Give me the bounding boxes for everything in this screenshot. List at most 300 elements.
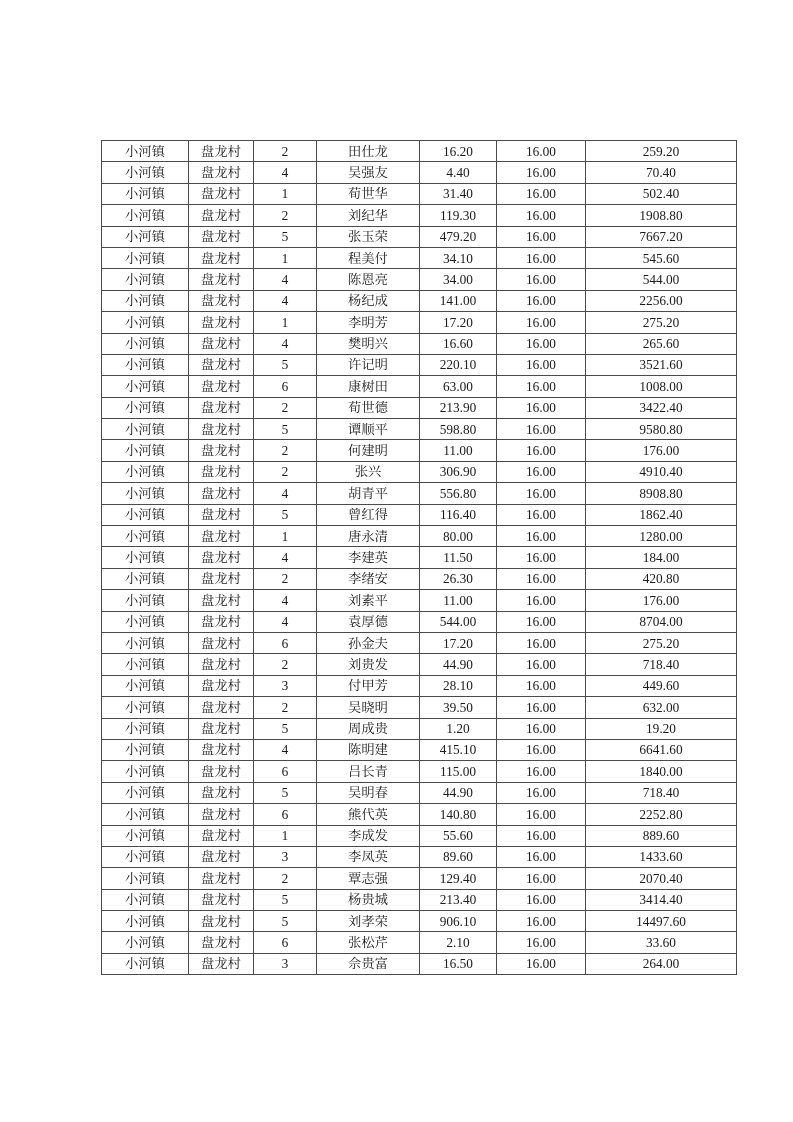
cell-unit-rate: 16.00 [497, 354, 586, 375]
cell-household-count: 6 [254, 632, 317, 653]
cell-town: 小河镇 [102, 953, 189, 974]
cell-town: 小河镇 [102, 804, 189, 825]
cell-unit-rate: 16.00 [497, 675, 586, 696]
cell-household-count: 2 [254, 440, 317, 461]
cell-town: 小河镇 [102, 269, 189, 290]
cell-unit-rate: 16.00 [497, 804, 586, 825]
cell-household-count: 4 [254, 590, 317, 611]
cell-person-name: 孙金夫 [317, 632, 420, 653]
cell-total: 632.00 [586, 697, 737, 718]
cell-person-name: 张玉荣 [317, 226, 420, 247]
cell-unit-rate: 16.00 [497, 333, 586, 354]
cell-town: 小河镇 [102, 376, 189, 397]
cell-village: 盘龙村 [189, 846, 254, 867]
cell-total: 259.20 [586, 141, 737, 162]
cell-person-name: 刘素平 [317, 590, 420, 611]
cell-unit-rate: 16.00 [497, 312, 586, 333]
cell-total: 3414.40 [586, 889, 737, 910]
cell-household-count: 1 [254, 247, 317, 268]
cell-town: 小河镇 [102, 932, 189, 953]
cell-village: 盘龙村 [189, 354, 254, 375]
cell-village: 盘龙村 [189, 782, 254, 803]
cell-person-name: 唐永清 [317, 526, 420, 547]
table-row [102, 461, 737, 482]
cell-total: 718.40 [586, 654, 737, 675]
table-row [102, 911, 737, 932]
cell-town: 小河镇 [102, 205, 189, 226]
cell-town: 小河镇 [102, 504, 189, 525]
table-row [102, 205, 737, 226]
cell-total: 3521.60 [586, 354, 737, 375]
cell-total: 264.00 [586, 953, 737, 974]
cell-person-name: 吴明春 [317, 782, 420, 803]
cell-total: 8908.80 [586, 483, 737, 504]
table-row [102, 590, 737, 611]
table-row [102, 376, 737, 397]
cell-town: 小河镇 [102, 183, 189, 204]
cell-person-name: 李绪安 [317, 568, 420, 589]
cell-village: 盘龙村 [189, 804, 254, 825]
cell-village: 盘龙村 [189, 953, 254, 974]
cell-unit-rate: 16.00 [497, 504, 586, 525]
cell-amount: 4.40 [420, 162, 497, 183]
cell-unit-rate: 16.00 [497, 205, 586, 226]
cell-village: 盘龙村 [189, 312, 254, 333]
cell-amount: 31.40 [420, 183, 497, 204]
cell-household-count: 4 [254, 269, 317, 290]
cell-person-name: 杨纪成 [317, 290, 420, 311]
cell-household-count: 4 [254, 739, 317, 760]
cell-total: 9580.80 [586, 419, 737, 440]
cell-household-count: 5 [254, 889, 317, 910]
cell-town: 小河镇 [102, 312, 189, 333]
cell-household-count: 2 [254, 141, 317, 162]
cell-amount: 220.10 [420, 354, 497, 375]
cell-village: 盘龙村 [189, 419, 254, 440]
cell-total: 2252.80 [586, 804, 737, 825]
cell-person-name: 覃志强 [317, 868, 420, 889]
table-row [102, 183, 737, 204]
cell-household-count: 2 [254, 868, 317, 889]
cell-person-name: 吴晓明 [317, 697, 420, 718]
cell-person-name: 李凤英 [317, 846, 420, 867]
cell-amount: 44.90 [420, 782, 497, 803]
cell-household-count: 3 [254, 675, 317, 696]
cell-total: 718.40 [586, 782, 737, 803]
table-row [102, 675, 737, 696]
cell-household-count: 2 [254, 568, 317, 589]
table-row [102, 761, 737, 782]
cell-unit-rate: 16.00 [497, 419, 586, 440]
cell-total: 1008.00 [586, 376, 737, 397]
cell-person-name: 张松芹 [317, 932, 420, 953]
cell-village: 盘龙村 [189, 269, 254, 290]
table-row [102, 697, 737, 718]
cell-unit-rate: 16.00 [497, 162, 586, 183]
cell-total: 2070.40 [586, 868, 737, 889]
cell-town: 小河镇 [102, 611, 189, 632]
cell-total: 3422.40 [586, 397, 737, 418]
cell-household-count: 6 [254, 932, 317, 953]
cell-town: 小河镇 [102, 397, 189, 418]
cell-total: 1840.00 [586, 761, 737, 782]
cell-amount: 80.00 [420, 526, 497, 547]
cell-town: 小河镇 [102, 483, 189, 504]
cell-household-count: 6 [254, 376, 317, 397]
cell-town: 小河镇 [102, 419, 189, 440]
cell-total: 176.00 [586, 590, 737, 611]
cell-village: 盘龙村 [189, 568, 254, 589]
cell-total: 545.60 [586, 247, 737, 268]
cell-unit-rate: 16.00 [497, 483, 586, 504]
cell-amount: 598.80 [420, 419, 497, 440]
cell-person-name: 吕长青 [317, 761, 420, 782]
cell-town: 小河镇 [102, 675, 189, 696]
cell-town: 小河镇 [102, 461, 189, 482]
cell-person-name: 谭顺平 [317, 419, 420, 440]
table-row [102, 162, 737, 183]
cell-unit-rate: 16.00 [497, 782, 586, 803]
table-row [102, 718, 737, 739]
cell-unit-rate: 16.00 [497, 568, 586, 589]
cell-town: 小河镇 [102, 739, 189, 760]
cell-unit-rate: 16.00 [497, 718, 586, 739]
cell-town: 小河镇 [102, 141, 189, 162]
cell-unit-rate: 16.00 [497, 654, 586, 675]
cell-household-count: 2 [254, 397, 317, 418]
cell-household-count: 4 [254, 162, 317, 183]
cell-household-count: 5 [254, 504, 317, 525]
cell-town: 小河镇 [102, 440, 189, 461]
cell-village: 盘龙村 [189, 911, 254, 932]
cell-person-name: 荀世德 [317, 397, 420, 418]
cell-village: 盘龙村 [189, 825, 254, 846]
cell-unit-rate: 16.00 [497, 397, 586, 418]
cell-amount: 2.10 [420, 932, 497, 953]
cell-town: 小河镇 [102, 782, 189, 803]
cell-village: 盘龙村 [189, 611, 254, 632]
cell-household-count: 4 [254, 333, 317, 354]
table-row [102, 868, 737, 889]
cell-person-name: 程美付 [317, 247, 420, 268]
cell-total: 70.40 [586, 162, 737, 183]
cell-person-name: 李明芳 [317, 312, 420, 333]
cell-total: 8704.00 [586, 611, 737, 632]
table-row [102, 333, 737, 354]
cell-village: 盘龙村 [189, 526, 254, 547]
cell-amount: 415.10 [420, 739, 497, 760]
cell-town: 小河镇 [102, 868, 189, 889]
cell-unit-rate: 16.00 [497, 868, 586, 889]
cell-amount: 26.30 [420, 568, 497, 589]
cell-village: 盘龙村 [189, 247, 254, 268]
table-row [102, 504, 737, 525]
cell-total: 275.20 [586, 312, 737, 333]
cell-amount: 44.90 [420, 654, 497, 675]
table-row [102, 782, 737, 803]
cell-town: 小河镇 [102, 697, 189, 718]
cell-amount: 17.20 [420, 312, 497, 333]
cell-town: 小河镇 [102, 846, 189, 867]
cell-person-name: 刘纪华 [317, 205, 420, 226]
table-row [102, 825, 737, 846]
cell-amount: 119.30 [420, 205, 497, 226]
table-row [102, 568, 737, 589]
cell-person-name: 李建英 [317, 547, 420, 568]
cell-amount: 16.50 [420, 953, 497, 974]
cell-unit-rate: 16.00 [497, 226, 586, 247]
cell-total: 33.60 [586, 932, 737, 953]
cell-total: 7667.20 [586, 226, 737, 247]
table-row [102, 846, 737, 867]
cell-person-name: 田仕龙 [317, 141, 420, 162]
cell-town: 小河镇 [102, 718, 189, 739]
cell-amount: 213.90 [420, 397, 497, 418]
cell-unit-rate: 16.00 [497, 290, 586, 311]
cell-town: 小河镇 [102, 825, 189, 846]
cell-person-name: 陈恩亮 [317, 269, 420, 290]
cell-unit-rate: 16.00 [497, 376, 586, 397]
cell-person-name: 陈明建 [317, 739, 420, 760]
cell-total: 2256.00 [586, 290, 737, 311]
cell-total: 1908.80 [586, 205, 737, 226]
cell-town: 小河镇 [102, 547, 189, 568]
cell-unit-rate: 16.00 [497, 846, 586, 867]
cell-person-name: 胡青平 [317, 483, 420, 504]
cell-village: 盘龙村 [189, 440, 254, 461]
cell-town: 小河镇 [102, 333, 189, 354]
cell-town: 小河镇 [102, 247, 189, 268]
cell-total: 14497.60 [586, 911, 737, 932]
cell-household-count: 3 [254, 846, 317, 867]
cell-household-count: 5 [254, 782, 317, 803]
cell-total: 1280.00 [586, 526, 737, 547]
cell-person-name: 熊代英 [317, 804, 420, 825]
cell-unit-rate: 16.00 [497, 739, 586, 760]
cell-unit-rate: 16.00 [497, 632, 586, 653]
cell-unit-rate: 16.00 [497, 953, 586, 974]
table-row [102, 312, 737, 333]
table-row [102, 141, 737, 162]
cell-village: 盘龙村 [189, 397, 254, 418]
cell-household-count: 2 [254, 205, 317, 226]
table-row [102, 354, 737, 375]
cell-amount: 16.20 [420, 141, 497, 162]
cell-household-count: 4 [254, 483, 317, 504]
cell-town: 小河镇 [102, 911, 189, 932]
cell-total: 502.40 [586, 183, 737, 204]
cell-unit-rate: 16.00 [497, 269, 586, 290]
cell-amount: 16.60 [420, 333, 497, 354]
cell-person-name: 樊明兴 [317, 333, 420, 354]
cell-amount: 17.20 [420, 632, 497, 653]
cell-village: 盘龙村 [189, 590, 254, 611]
table-row [102, 419, 737, 440]
cell-household-count: 1 [254, 312, 317, 333]
cell-total: 420.80 [586, 568, 737, 589]
cell-village: 盘龙村 [189, 739, 254, 760]
cell-household-count: 6 [254, 804, 317, 825]
cell-village: 盘龙村 [189, 290, 254, 311]
cell-unit-rate: 16.00 [497, 141, 586, 162]
cell-person-name: 刘孝荣 [317, 911, 420, 932]
cell-amount: 1.20 [420, 718, 497, 739]
cell-unit-rate: 16.00 [497, 889, 586, 910]
cell-town: 小河镇 [102, 889, 189, 910]
table-row [102, 526, 737, 547]
table-row [102, 483, 737, 504]
cell-town: 小河镇 [102, 590, 189, 611]
cell-unit-rate: 16.00 [497, 932, 586, 953]
cell-person-name: 康树田 [317, 376, 420, 397]
cell-village: 盘龙村 [189, 697, 254, 718]
cell-household-count: 4 [254, 547, 317, 568]
cell-amount: 28.10 [420, 675, 497, 696]
cell-town: 小河镇 [102, 526, 189, 547]
cell-household-count: 2 [254, 461, 317, 482]
table-row [102, 247, 737, 268]
cell-village: 盘龙村 [189, 868, 254, 889]
cell-unit-rate: 16.00 [497, 697, 586, 718]
cell-amount: 11.00 [420, 440, 497, 461]
cell-town: 小河镇 [102, 290, 189, 311]
cell-town: 小河镇 [102, 654, 189, 675]
cell-amount: 55.60 [420, 825, 497, 846]
cell-total: 275.20 [586, 632, 737, 653]
cell-person-name: 荀世华 [317, 183, 420, 204]
cell-village: 盘龙村 [189, 183, 254, 204]
cell-total: 176.00 [586, 440, 737, 461]
cell-village: 盘龙村 [189, 141, 254, 162]
cell-total: 184.00 [586, 547, 737, 568]
cell-amount: 129.40 [420, 868, 497, 889]
cell-town: 小河镇 [102, 162, 189, 183]
cell-total: 889.60 [586, 825, 737, 846]
cell-amount: 544.00 [420, 611, 497, 632]
cell-village: 盘龙村 [189, 718, 254, 739]
table-row [102, 440, 737, 461]
cell-village: 盘龙村 [189, 461, 254, 482]
table-row [102, 226, 737, 247]
cell-household-count: 5 [254, 419, 317, 440]
cell-person-name: 刘贵发 [317, 654, 420, 675]
cell-total: 1433.60 [586, 846, 737, 867]
table-row [102, 632, 737, 653]
table-row [102, 932, 737, 953]
cell-unit-rate: 16.00 [497, 440, 586, 461]
cell-household-count: 5 [254, 354, 317, 375]
cell-total: 544.00 [586, 269, 737, 290]
cell-village: 盘龙村 [189, 483, 254, 504]
cell-household-count: 1 [254, 526, 317, 547]
cell-village: 盘龙村 [189, 632, 254, 653]
table-row [102, 654, 737, 675]
cell-unit-rate: 16.00 [497, 247, 586, 268]
table-row [102, 739, 737, 760]
cell-village: 盘龙村 [189, 675, 254, 696]
cell-amount: 141.00 [420, 290, 497, 311]
cell-household-count: 1 [254, 183, 317, 204]
cell-town: 小河镇 [102, 354, 189, 375]
cell-total: 265.60 [586, 333, 737, 354]
cell-amount: 11.50 [420, 547, 497, 568]
cell-unit-rate: 16.00 [497, 611, 586, 632]
cell-person-name: 吴强友 [317, 162, 420, 183]
cell-unit-rate: 16.00 [497, 526, 586, 547]
table-row [102, 547, 737, 568]
cell-household-count: 5 [254, 718, 317, 739]
cell-village: 盘龙村 [189, 504, 254, 525]
table-row [102, 889, 737, 910]
table-row [102, 397, 737, 418]
cell-village: 盘龙村 [189, 889, 254, 910]
cell-amount: 479.20 [420, 226, 497, 247]
cell-town: 小河镇 [102, 568, 189, 589]
cell-person-name: 张兴 [317, 461, 420, 482]
cell-unit-rate: 16.00 [497, 183, 586, 204]
cell-household-count: 6 [254, 761, 317, 782]
cell-town: 小河镇 [102, 632, 189, 653]
cell-amount: 34.10 [420, 247, 497, 268]
cell-amount: 115.00 [420, 761, 497, 782]
cell-village: 盘龙村 [189, 547, 254, 568]
payment-table [101, 140, 737, 975]
cell-town: 小河镇 [102, 761, 189, 782]
table-row [102, 804, 737, 825]
cell-amount: 213.40 [420, 889, 497, 910]
payment-table-body [102, 141, 737, 975]
cell-unit-rate: 16.00 [497, 761, 586, 782]
cell-amount: 63.00 [420, 376, 497, 397]
cell-amount: 89.60 [420, 846, 497, 867]
cell-village: 盘龙村 [189, 654, 254, 675]
cell-amount: 906.10 [420, 911, 497, 932]
table-row [102, 611, 737, 632]
cell-unit-rate: 16.00 [497, 547, 586, 568]
cell-household-count: 5 [254, 226, 317, 247]
cell-household-count: 4 [254, 611, 317, 632]
table-row [102, 269, 737, 290]
cell-total: 19.20 [586, 718, 737, 739]
cell-household-count: 5 [254, 911, 317, 932]
cell-person-name: 曾红得 [317, 504, 420, 525]
cell-village: 盘龙村 [189, 162, 254, 183]
cell-household-count: 4 [254, 290, 317, 311]
cell-person-name: 许记明 [317, 354, 420, 375]
cell-amount: 34.00 [420, 269, 497, 290]
cell-amount: 556.80 [420, 483, 497, 504]
cell-person-name: 杨贵城 [317, 889, 420, 910]
cell-village: 盘龙村 [189, 333, 254, 354]
cell-unit-rate: 16.00 [497, 461, 586, 482]
cell-person-name: 袁厚德 [317, 611, 420, 632]
cell-total: 1862.40 [586, 504, 737, 525]
cell-household-count: 2 [254, 697, 317, 718]
cell-village: 盘龙村 [189, 226, 254, 247]
cell-village: 盘龙村 [189, 932, 254, 953]
cell-household-count: 3 [254, 953, 317, 974]
cell-person-name: 周成贵 [317, 718, 420, 739]
cell-unit-rate: 16.00 [497, 911, 586, 932]
cell-amount: 11.00 [420, 590, 497, 611]
table-row [102, 290, 737, 311]
cell-village: 盘龙村 [189, 205, 254, 226]
cell-household-count: 2 [254, 654, 317, 675]
cell-total: 4910.40 [586, 461, 737, 482]
cell-village: 盘龙村 [189, 376, 254, 397]
cell-person-name: 佘贵富 [317, 953, 420, 974]
cell-amount: 306.90 [420, 461, 497, 482]
